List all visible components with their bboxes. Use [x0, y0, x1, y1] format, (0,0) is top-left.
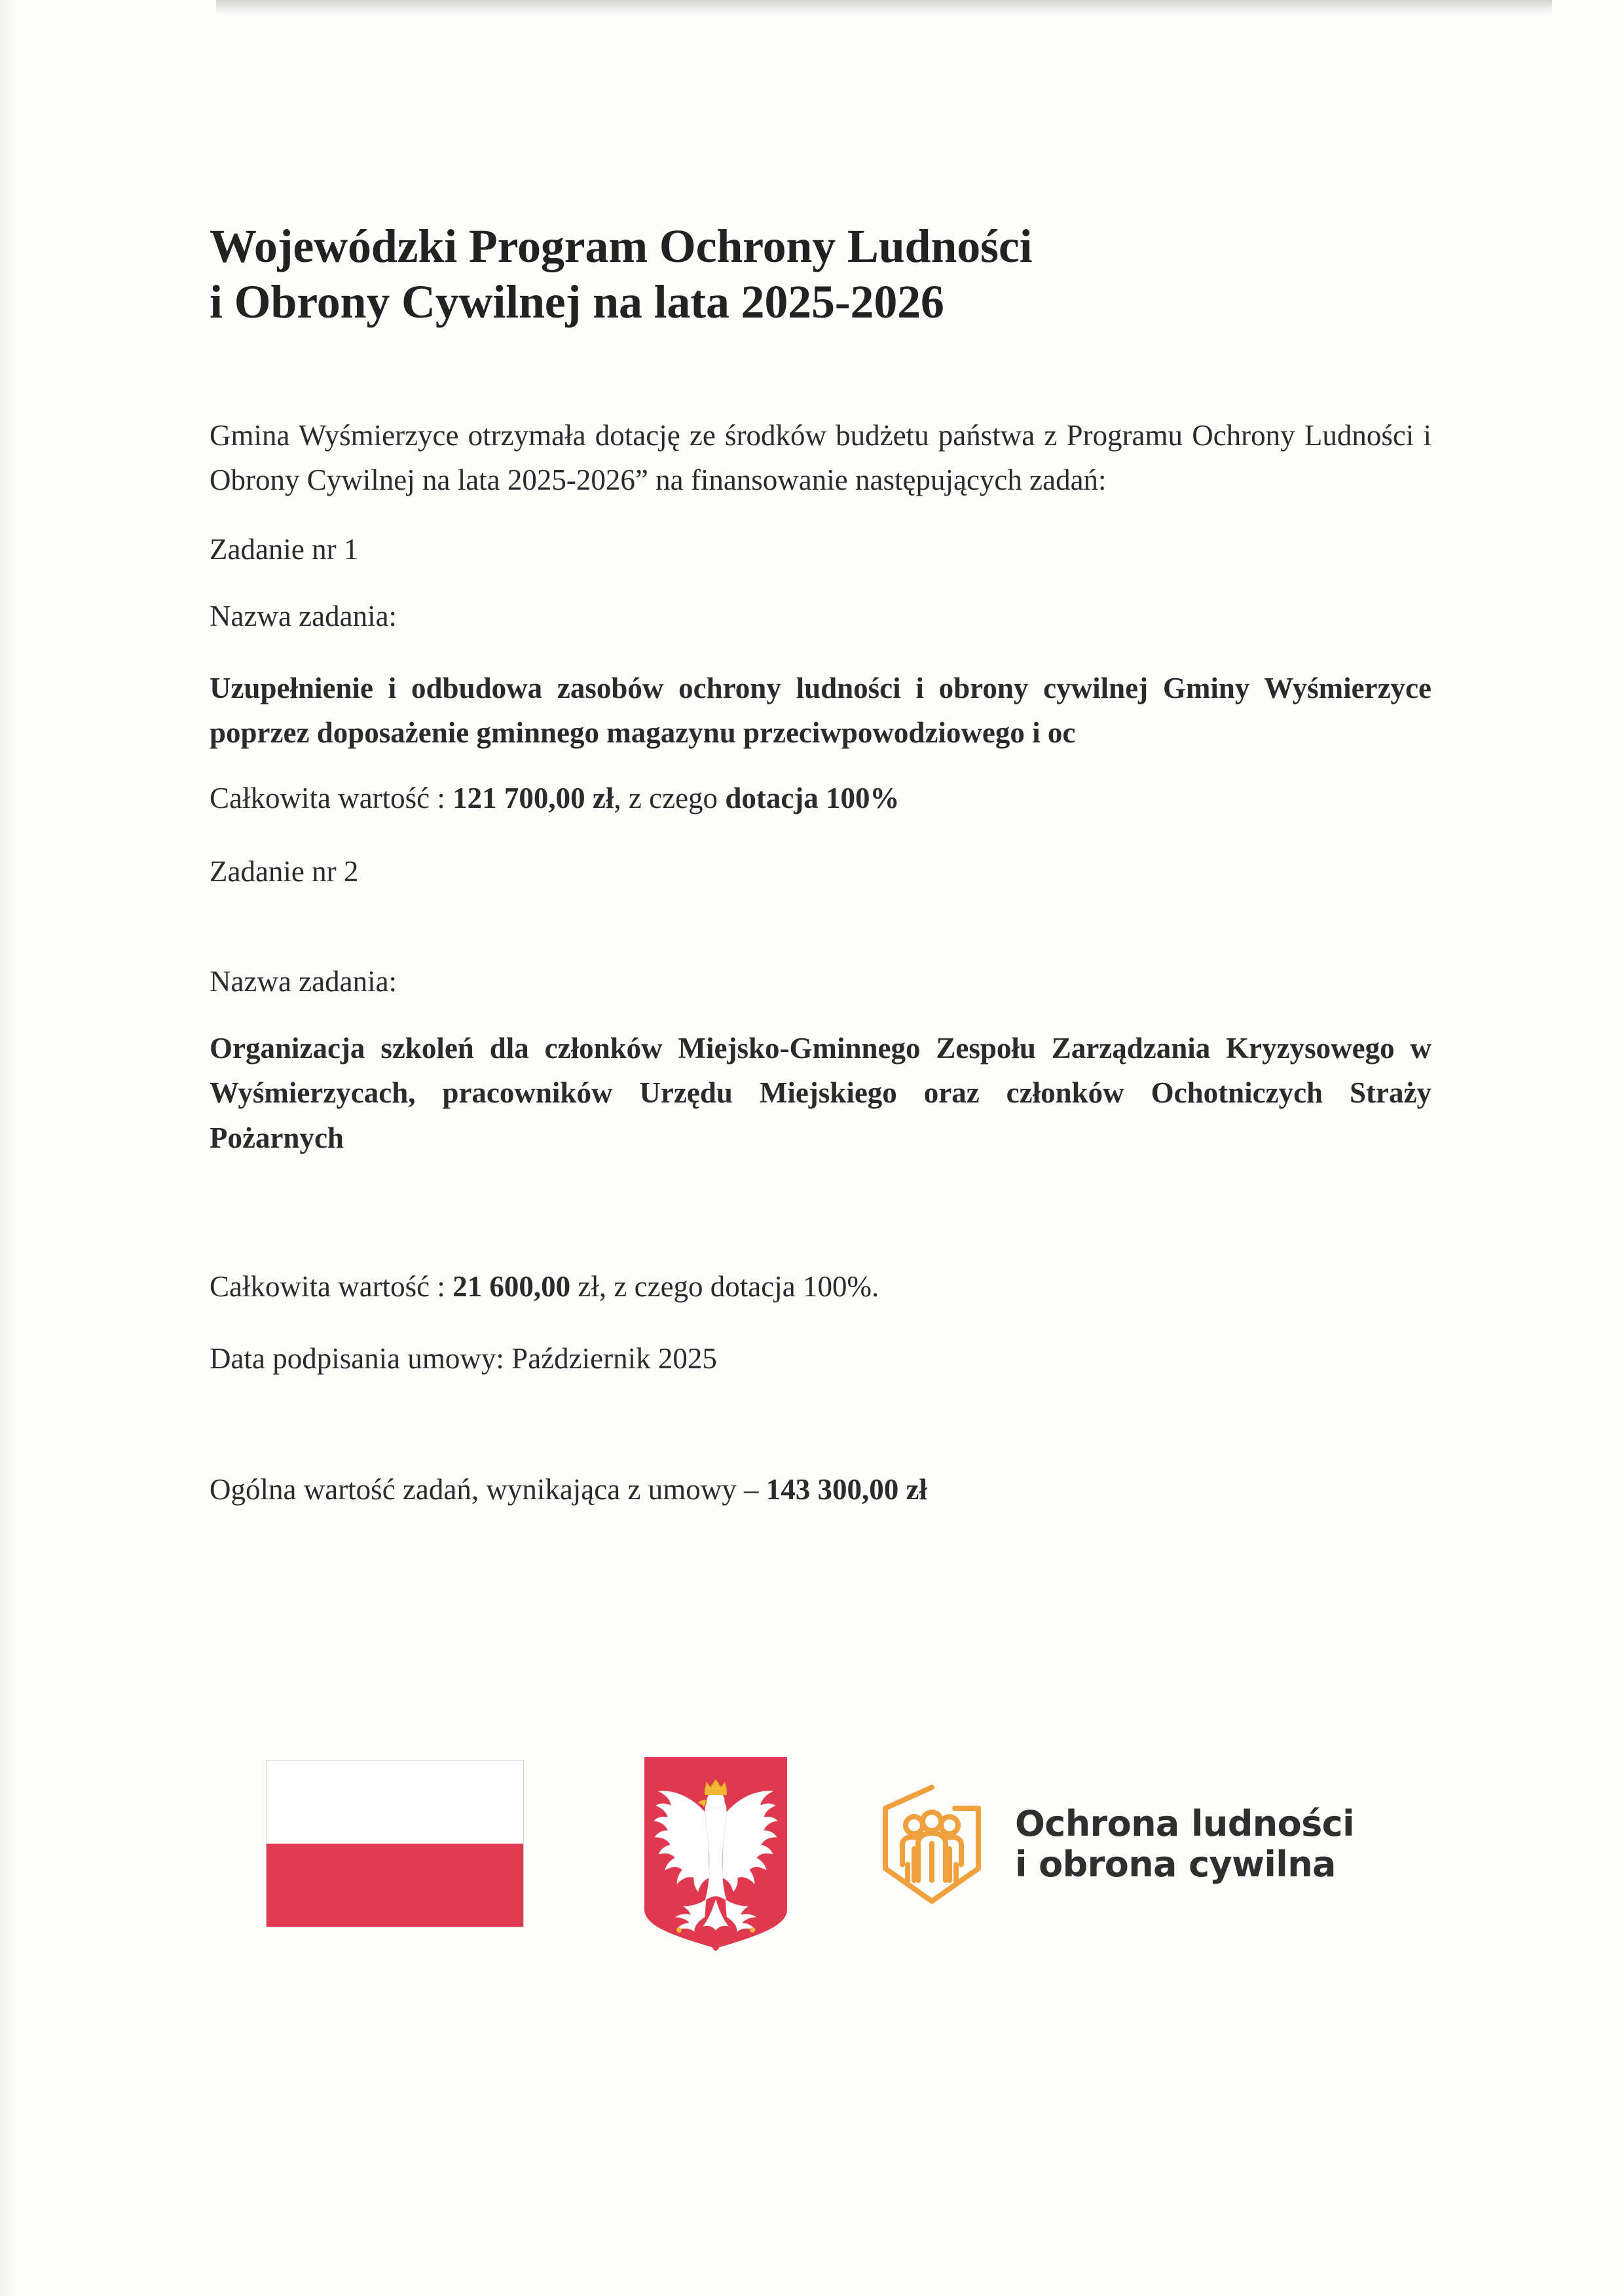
- polish-coat-of-arms-icon: [642, 1755, 790, 1951]
- task-2-value-suffix: zł, z czego dotacja 100%.: [570, 1270, 879, 1303]
- page-title-line-1: Wojewódzki Program Ochrony Ludności: [210, 220, 1033, 273]
- intro-paragraph: Gmina Wyśmierzyce otrzymała dotację ze środków budżetu państwa z Programu Ochrony Ludności i Obrony Cywilnej na lata 2025-2026” na finansowanie następujących zadań:: [210, 419, 1431, 497]
- page-title: [210, 219, 1431, 330]
- task-1-value-prefix: Całkowita wartość :: [210, 782, 453, 814]
- total-value-amount: 143 300,00 zł: [766, 1473, 927, 1506]
- civil-protection-wordmark: [1015, 1804, 1354, 1884]
- task-2-name-label: Nazwa zadania:: [210, 965, 397, 998]
- civil-protection-line-1: Ochrona ludności: [1015, 1803, 1354, 1845]
- page-title-line-2: i Obrony Cywilnej na lata 2025-2026: [210, 276, 944, 329]
- task-2-value-line: [210, 1264, 1431, 1309]
- logo-strip: [0, 1749, 1624, 1959]
- task-2-number: Zadanie nr 2: [210, 855, 359, 888]
- total-value-line: [210, 1467, 1431, 1512]
- civil-protection-logo: [871, 1776, 1354, 1913]
- task-2-value-amount: 21 600,00: [452, 1270, 571, 1303]
- task-1-number: Zadanie nr 1: [210, 533, 359, 566]
- civil-protection-line-2: i obrona cywilna: [1015, 1844, 1336, 1885]
- task-1-name: Uzupełnienie i odbudowa zasobów ochrony ludności i obrony cywilnej Gminy Wyśmierzyce poprzez doposażenie gminnego magazynu przeciwpowodziowego i oc: [210, 672, 1431, 750]
- flag-white-band: [267, 1760, 523, 1844]
- polish-flag-icon: [266, 1760, 524, 1927]
- scan-edge-shadow-top: [216, 0, 1552, 14]
- civil-protection-shield-icon: [871, 1776, 993, 1913]
- task-1-value-amount: 121 700,00 zł: [452, 782, 614, 814]
- task-1-value-middle: , z czego: [614, 782, 726, 814]
- flag-red-band: [267, 1844, 523, 1927]
- signing-date: Data podpisania umowy: Październik 2025: [210, 1342, 717, 1375]
- task-1-value-line: [210, 776, 1431, 820]
- task-1-value-subsidy: dotacja 100%: [725, 782, 900, 814]
- task-2-value-prefix: Całkowita wartość :: [210, 1270, 453, 1303]
- task-2-name: Organizacja szkoleń dla członków Miejsko-Gminnego Zespołu Zarządzania Kryzysowego w Wyśmierzycach, pracowników Urzędu Miejskiego oraz członków Ochotniczych Straży Pożarnych: [210, 1032, 1431, 1154]
- total-value-prefix: Ogólna wartość zadań, wynikająca z umowy –: [210, 1473, 766, 1506]
- task-1-name-label: Nazwa zadania:: [210, 600, 397, 632]
